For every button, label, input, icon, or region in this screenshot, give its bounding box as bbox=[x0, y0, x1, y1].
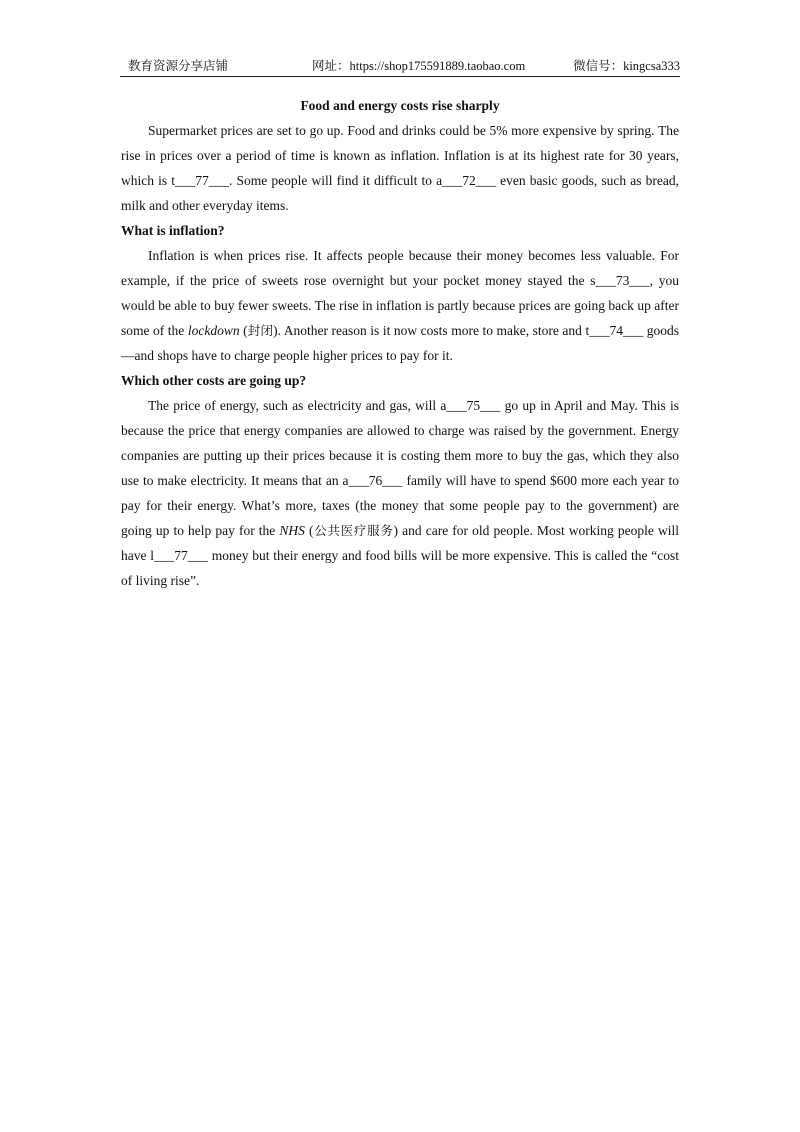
nhs-gloss-close: ) bbox=[393, 523, 399, 538]
inflation-text-part2: . Another reason is it now costs more to make, store and t___74___ goods—and shops have to charge people higher prices to pay for it. bbox=[121, 323, 679, 363]
document-body bbox=[121, 93, 679, 593]
page-header bbox=[120, 56, 680, 77]
inflation-paragraph bbox=[121, 243, 679, 368]
other-costs-text-part1: The price of energy, such as electricity and gas, will a___75___ go up in April and May. This is because the price that energy companies are allowed to charge was raised by the government. Energy companies are putting up their prices because it is costing them more to buy the gas, which they also use to make electricity. It means that an a___76___ family will have to spend $600 more each year to pay for their energy. What’s more, taxes (the money that some people pay to the government) are going up to help pay for the bbox=[121, 398, 679, 538]
other-costs-paragraph bbox=[121, 393, 679, 593]
header-wechat: 微信号：kingcsa333 bbox=[573, 59, 680, 73]
header-website: 网址：https://shop175591889.taobao.com bbox=[312, 59, 526, 73]
intro-paragraph bbox=[121, 118, 679, 218]
nhs-gloss-open: ( bbox=[304, 523, 314, 538]
section-heading-other-costs: Which other costs are going up? bbox=[121, 373, 307, 388]
lockdown-term: lockdown bbox=[187, 323, 240, 338]
nhs-term: NHS bbox=[279, 523, 305, 538]
lockdown-gloss-open: ( bbox=[239, 323, 248, 338]
intro-text: Supermarket prices are set to go up. Food and drinks could be 5% more expensive by spring. The rise in prices over a period of time is known as inflation. Inflation is at its highest rate for 30 years, which is t___77___. Some people will find it difficult to a___72___ even basic goods, such as bread, milk and other everyday items. bbox=[121, 123, 679, 213]
lockdown-gloss: 封闭 bbox=[247, 323, 274, 338]
page-title: Food and energy costs rise sharply bbox=[300, 98, 500, 113]
inflation-text-part1: Inflation is when prices rise. It affects people because their money becomes less valuable. For example, if the price of sweets rose overnight but your pocket money stayed the s___73___, you would be able to buy fewer sweets. The rise in inflation is partly because prices are going back up after some of the bbox=[121, 248, 679, 338]
nhs-gloss: 公共医疗服务 bbox=[313, 523, 394, 538]
lockdown-gloss-close: ) bbox=[273, 323, 278, 338]
section-heading-inflation: What is inflation? bbox=[121, 223, 225, 238]
other-costs-text-part2: and care for old people. Most working people will have l___77___ money but their energy and food bills will be more expensive. This is called the “cost of living rise”. bbox=[121, 523, 679, 588]
header-shop-name: 教育资源分享店铺 bbox=[128, 59, 229, 73]
